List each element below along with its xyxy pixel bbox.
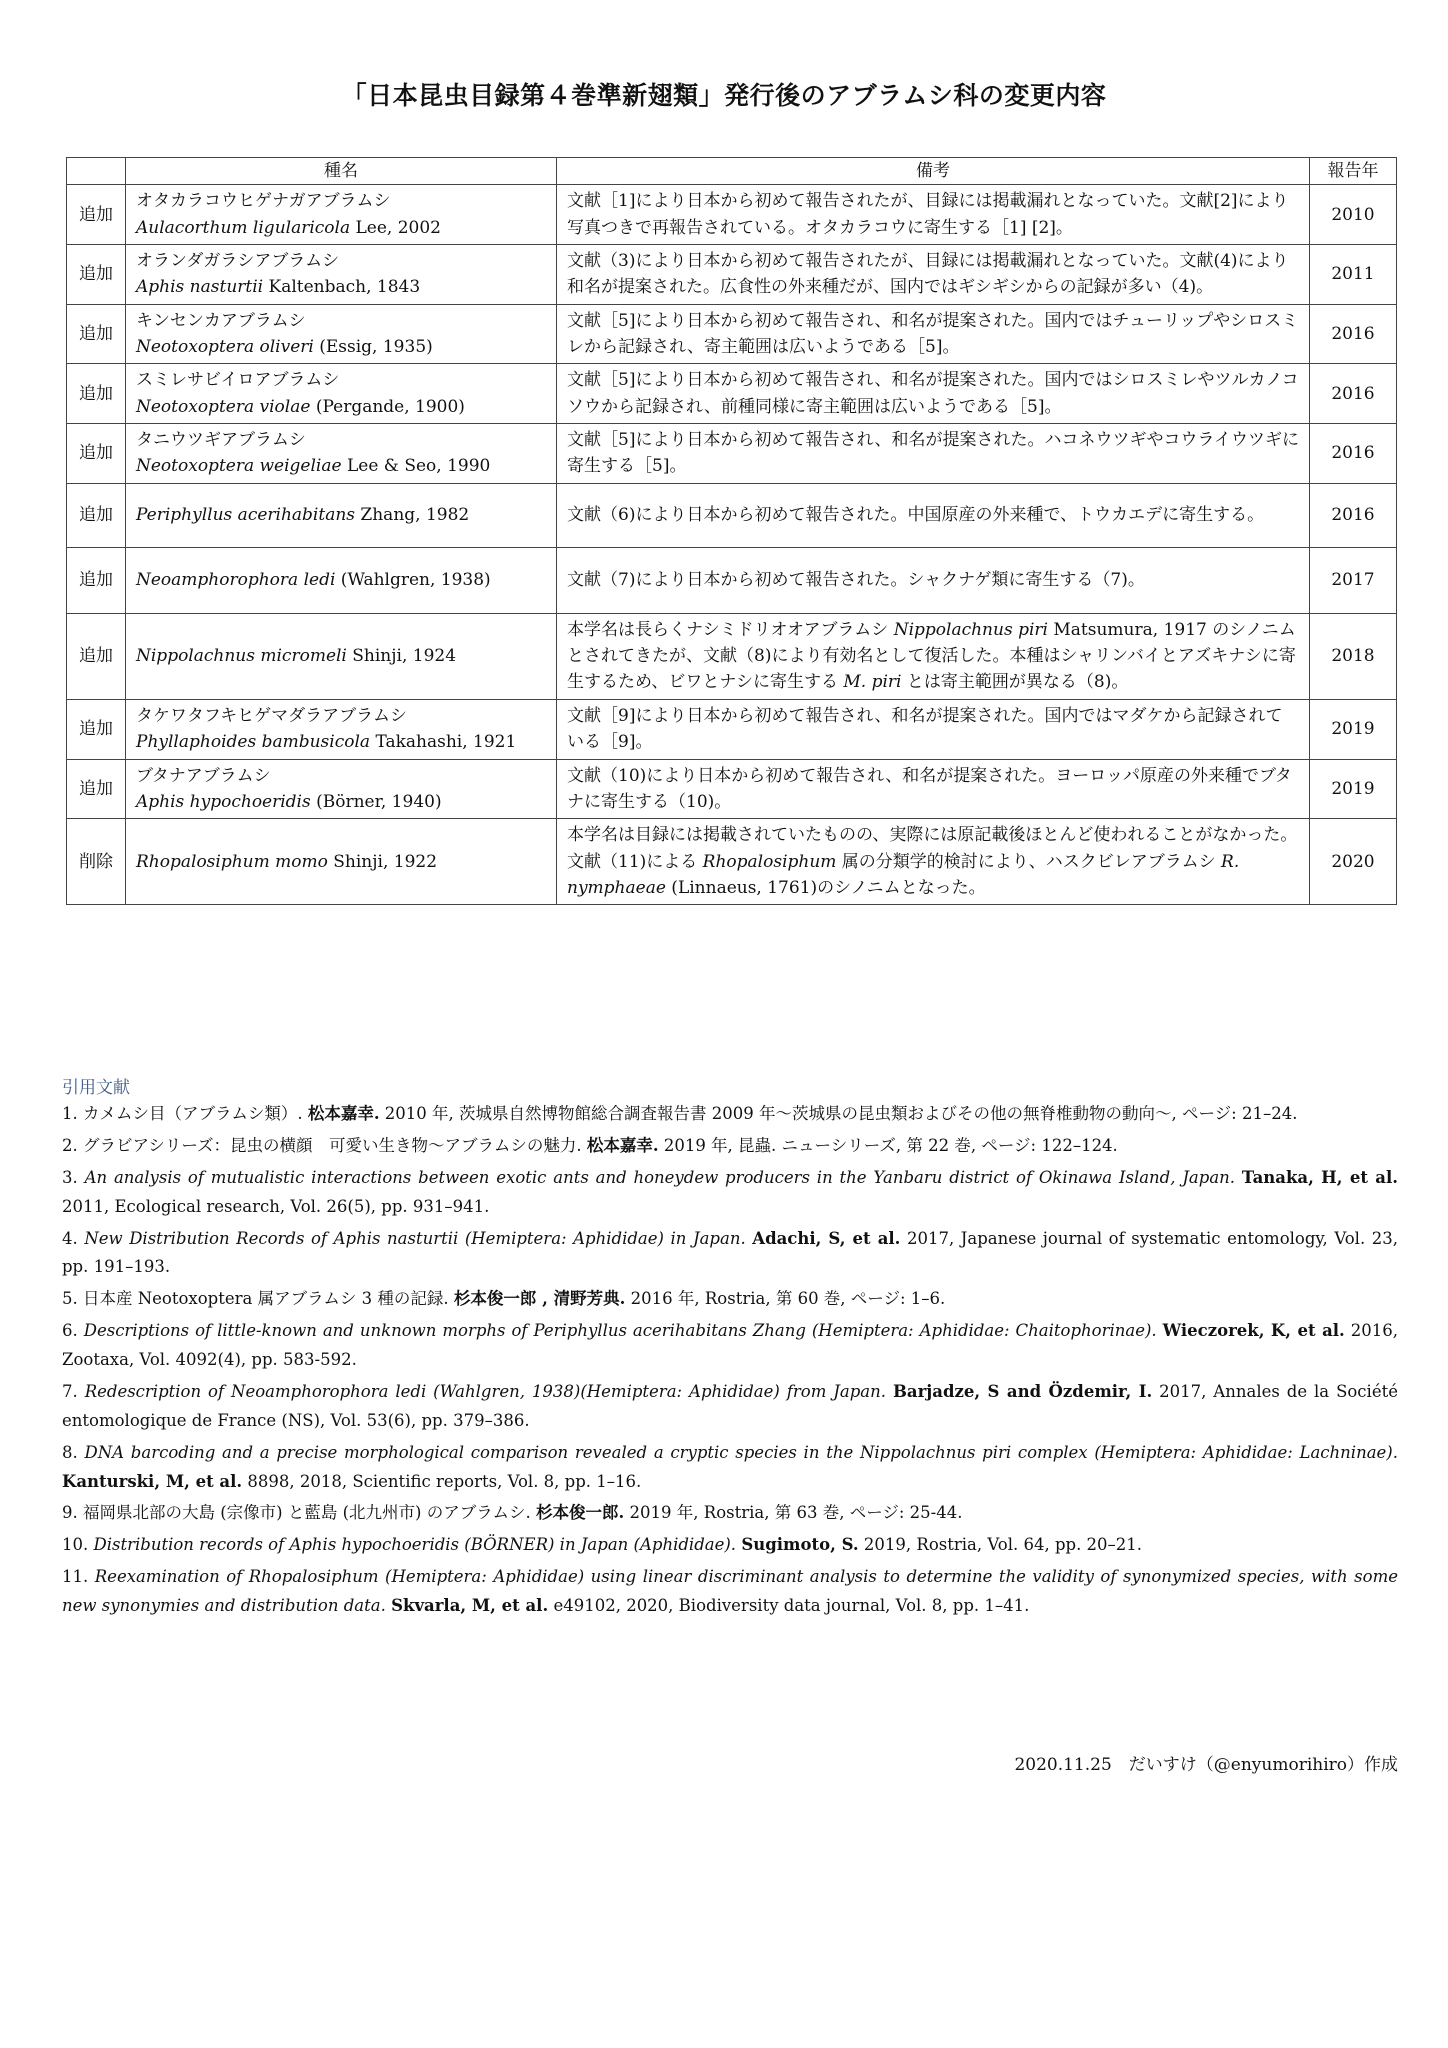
text-run: 4.: [62, 1228, 85, 1248]
italic-text: Aphis hypochoeridis: [136, 791, 311, 812]
year-cell: 2016: [1310, 304, 1397, 364]
text-run: Zhang, 1982: [355, 505, 470, 526]
italic-text: Nippolachnus micromeli: [136, 646, 347, 667]
bold-text: Barjadze, S and Özdemir, I.: [892, 1381, 1153, 1401]
header-species: 種名: [126, 158, 557, 185]
footer-credit: 2020.11.25 だいすけ（@enyumorihiro）作成: [1014, 1755, 1398, 1775]
action-cell: 削除: [67, 819, 126, 905]
text-run: 5. 日本産 Neotoxoptera 属アブラムシ 3 種の記録.: [62, 1289, 454, 1309]
italic-text: New Distribution Records of Aphis nasturtii (Hemiptera: Aphididae) in Japan.: [84, 1228, 746, 1248]
bold-text: Sugimoto, S.: [741, 1535, 859, 1555]
reference-item: [62, 1100, 1398, 1129]
text-run: ブタナアブラムシ: [136, 765, 271, 786]
text-run: 2011, Ecological research, Vol. 26(5), pp. 931–941.: [62, 1196, 490, 1216]
text-run: 1. カメムシ目（アブラムシ類）.: [62, 1104, 308, 1123]
note-cell: [557, 364, 1310, 424]
text-run: 2010 年, 茨城県自然博物館総合調査報告書 2009 年～茨城県の昆虫類およびその他の無脊椎動物の動向～, ページ: 21–24.: [379, 1104, 1298, 1123]
year-cell: 2019: [1310, 759, 1397, 819]
note-cell: [557, 424, 1310, 484]
species-cell: [126, 699, 557, 759]
text-run: オランダガラシアブラムシ: [136, 251, 340, 272]
year-cell: 2020: [1310, 819, 1397, 905]
text-run: [886, 1382, 893, 1401]
italic-text: Neotoxoptera weigeliae: [136, 456, 342, 477]
italic-text: Nippolachnus piri: [893, 619, 1048, 640]
italic-text: Redescription of Neoamphorophora ledi (Wahlgren, 1938)(Hemiptera: Aphididae) from Japan.: [84, 1381, 887, 1401]
text-run: 2017, Annales de la Société entomologique de France (NS), Vol. 53(6), pp. 379–386.: [62, 1381, 1398, 1430]
table-row: [67, 424, 1397, 484]
action-cell: 追加: [67, 304, 126, 364]
year-cell: 2010: [1310, 185, 1397, 245]
text-run: 文献［5]により日本から初めて報告され、和名が提案された。ハコネウツギやコウライウツギに寄生する［5]。: [567, 430, 1299, 477]
header-note: 備考: [557, 158, 1310, 185]
table-row: [67, 819, 1397, 905]
action-cell: 追加: [67, 759, 126, 819]
italic-text: R. nymphaeae: [567, 851, 1240, 898]
bold-text: Skvarla, M, et al.: [391, 1596, 549, 1615]
species-cell: [126, 613, 557, 699]
text-run: 文献［1]により日本から初めて報告されたが、目録には掲載漏れとなっていた。文献[2]により写真つきで再報告されている。オタカラコウに寄生する［1] [2]。: [567, 191, 1289, 238]
text-run: 本学名は目録には掲載されていたものの、実際には原記載後ほとんど使われることがなかった。文献（11)による: [567, 825, 1298, 872]
changes-table: [66, 157, 1397, 905]
text-run: 2016 年, Rostria, 第 60 巻, ページ: 1–6.: [625, 1289, 946, 1309]
bold-text: Adachi, S, et al.: [752, 1228, 901, 1248]
italic-text: Descriptions of little-known and unknown morphs of Periphyllus acerihabitans Zhang (Hemiptera: Aphididae: Chaitophorinae).: [83, 1321, 1157, 1341]
bold-text: 松本嘉幸.: [307, 1104, 380, 1123]
action-cell: 追加: [67, 364, 126, 424]
references-list: [62, 1100, 1398, 1624]
italic-text: Neoamphorophora ledi: [136, 570, 336, 591]
bold-text: 杉本俊一郎.: [536, 1503, 625, 1523]
text-run: (Börner, 1940): [310, 791, 442, 812]
note-cell: [557, 304, 1310, 364]
table-row: [67, 364, 1397, 424]
text-run: (Essig, 1935): [313, 337, 433, 358]
table-header-row: [67, 158, 1397, 185]
text-run: 2019 年, Rostria, 第 63 巻, ページ: 25-44.: [624, 1503, 963, 1523]
text-run: 3.: [62, 1167, 85, 1187]
action-cell: 追加: [67, 245, 126, 305]
year-cell: 2016: [1310, 424, 1397, 484]
note-cell: [557, 759, 1310, 819]
italic-text: Neotoxoptera oliveri: [136, 337, 314, 358]
text-run: 2016, Zootaxa, Vol. 4092(4), pp. 583-592.: [62, 1321, 1398, 1369]
table-body: [67, 185, 1397, 905]
action-cell: 追加: [67, 424, 126, 484]
action-cell: 追加: [67, 185, 126, 245]
species-cell: [126, 759, 557, 819]
references-heading: 引用文献: [62, 1078, 130, 1098]
italic-text: Rhopalosiphum momo: [136, 851, 328, 872]
text-run: (Wahlgren, 1938): [335, 570, 491, 591]
text-run: (Pergande, 1900): [310, 396, 465, 417]
text-run: オタカラコウヒゲナガアブラムシ: [136, 191, 391, 212]
text-run: 8898, 2018, Scientific reports, Vol. 8, pp. 1–16.: [242, 1471, 642, 1491]
text-run: 8.: [62, 1442, 85, 1462]
text-run: 属の分類学的検討により、ハスクビレアブラムシ: [836, 851, 1222, 872]
text-run: (Linnaeus, 1761)のシノニムとなった。: [665, 877, 986, 898]
reference-item: [62, 1132, 1398, 1161]
text-run: スミレサビイロアブラムシ: [136, 370, 340, 391]
text-run: 文献［5]により日本から初めて報告され、和名が提案された。国内ではシロスミレやツルカノコソウから記録され、前種同様に寄主範囲は広いようである［5]。: [567, 370, 1299, 417]
text-run: 文献（6)により日本から初めて報告された。中国原産の外来種で、トウカエデに寄生する。: [567, 505, 1265, 526]
table-row: [67, 613, 1397, 699]
text-run: 文献（10)により日本から初めて報告され、和名が提案された。ヨーロッパ原産の外来種でブタナに寄生する（10)。: [567, 765, 1292, 812]
italic-text: Aulacorthum ligularicola: [136, 217, 351, 238]
italic-text: Distribution records of Aphis hypochoeridis (BÖRNER) in Japan (Aphididae).: [93, 1535, 737, 1555]
text-run: Shinji, 1924: [346, 646, 457, 667]
year-cell: 2017: [1310, 547, 1397, 613]
italic-text: Periphyllus acerihabitans: [136, 505, 356, 526]
year-cell: 2011: [1310, 245, 1397, 305]
text-run: Takahashi, 1921: [370, 732, 517, 753]
text-run: タケワタフキヒゲマダラアブラムシ: [136, 705, 407, 726]
year-cell: 2016: [1310, 483, 1397, 547]
italic-text: Neotoxoptera violae: [136, 396, 311, 417]
year-cell: 2016: [1310, 364, 1397, 424]
text-run: 9. 福岡県北部の大島 (宗像市) と藍島 (北九州市) のアブラムシ.: [62, 1503, 537, 1523]
text-run: キンセンカアブラムシ: [136, 310, 306, 331]
text-run: 6.: [62, 1321, 84, 1341]
text-run: Lee, 2002: [350, 217, 441, 238]
text-run: 文献（7)により日本から初めて報告された。シャクナゲ類に寄生する（7)。: [567, 570, 1145, 591]
species-cell: [126, 304, 557, 364]
note-cell: [557, 245, 1310, 305]
species-cell: [126, 364, 557, 424]
note-cell: [557, 613, 1310, 699]
species-cell: [126, 245, 557, 305]
italic-text: Rhopalosiphum: [702, 851, 837, 872]
reference-item: [62, 1378, 1398, 1436]
reference-item: [62, 1317, 1398, 1375]
reference-item: [62, 1531, 1398, 1560]
text-run: とは寄主範囲が異なる（8)。: [901, 672, 1129, 693]
note-cell: [557, 547, 1310, 613]
note-cell: [557, 819, 1310, 905]
reference-item: [62, 1285, 1398, 1314]
text-run: 2019, Rostria, Vol. 64, pp. 20–21.: [858, 1535, 1143, 1555]
note-cell: [557, 185, 1310, 245]
page-title: 「日本昆虫目録第４巻準新翅類」発行後のアブラムシ科の変更内容: [341, 81, 1107, 110]
italic-text: Aphis nasturtii: [136, 277, 264, 298]
table-row: [67, 483, 1397, 547]
italic-text: An analysis of mutualistic interactions between exotic ants and honeydew producers in the Yanbaru district of Okinawa Island, Japan.: [84, 1167, 1236, 1187]
text-run: タニウツギアブラムシ: [136, 430, 306, 451]
text-run: 2. グラビアシリーズ：昆虫の横顔 可愛い生き物～アブラムシの魅力.: [62, 1135, 587, 1155]
text-run: Matsumura, 1917 のシノニムとされてきたが、文献（8)により有効名として復活した。本種はシャリンバイとアズキナシに寄生するため、ビワとナシに寄生する: [567, 619, 1296, 693]
text-run: 文献［5]により日本から初めて報告され、和名が提案された。国内ではチューリップやシロスミレから記録され、寄主範囲は広いようである［5]。: [567, 310, 1299, 358]
italic-text: Reexamination of Rhopalosiphum (Hemiptera: Aphididae) using linear discriminant analysis to determine the validity of synonymized species, with some new synonymies and distribution data.: [62, 1567, 1398, 1615]
text-run: Lee & Seo, 1990: [341, 456, 491, 477]
bold-text: Wieczorek, K, et al.: [1162, 1321, 1345, 1341]
reference-item: [62, 1439, 1398, 1497]
text-run: 文献［9]により日本から初めて報告され、和名が提案された。国内ではマダケから記録されている［9]。: [567, 705, 1283, 753]
text-run: Kaltenbach, 1843: [263, 277, 421, 298]
table-row: [67, 759, 1397, 819]
text-run: 7.: [62, 1381, 85, 1401]
text-run: 11.: [62, 1567, 95, 1587]
bold-text: 松本嘉幸.: [586, 1135, 659, 1155]
note-cell: [557, 483, 1310, 547]
bold-text: 杉本俊一郎 , 清野芳典.: [453, 1289, 626, 1309]
text-run: 2019 年, 昆蟲. ニューシリーズ, 第 22 巻, ページ: 122–124.: [658, 1135, 1118, 1155]
table-row: [67, 699, 1397, 759]
text-run: 本学名は長らくナシミドリオオアブラムシ: [567, 619, 894, 640]
table-row: [67, 547, 1397, 613]
text-run: Shinji, 1922: [327, 851, 438, 872]
action-cell: 追加: [67, 547, 126, 613]
bold-text: Kanturski, M, et al.: [62, 1471, 243, 1491]
species-cell: [126, 424, 557, 484]
reference-item: [62, 1225, 1398, 1283]
species-cell: [126, 185, 557, 245]
table-row: [67, 304, 1397, 364]
species-cell: [126, 547, 557, 613]
italic-text: Phyllaphoides bambusicola: [136, 732, 371, 753]
text-run: 10.: [62, 1535, 94, 1555]
text-run: e49102, 2020, Biodiversity data journal, Vol. 8, pp. 1–41.: [548, 1596, 1030, 1615]
reference-item: [62, 1499, 1398, 1528]
text-run: 文献（3)により日本から初めて報告されたが、目録には掲載漏れとなっていた。文献(4)により和名が提案された。広食性の外来種だが、国内ではギシギシからの記録が多い（4)。: [567, 251, 1289, 298]
header-year: 報告年: [1310, 158, 1397, 185]
text-run: 2017, Japanese journal of systematic entomology, Vol. 23, pp. 191–193.: [62, 1228, 1398, 1277]
species-cell: [126, 483, 557, 547]
table-row: [67, 185, 1397, 245]
action-cell: 追加: [67, 613, 126, 699]
reference-item: [62, 1563, 1398, 1621]
year-cell: 2018: [1310, 613, 1397, 699]
note-cell: [557, 699, 1310, 759]
action-cell: 追加: [67, 483, 126, 547]
year-cell: 2019: [1310, 699, 1397, 759]
text-run: [1235, 1168, 1242, 1187]
italic-text: M. piri: [843, 672, 902, 693]
bold-text: Tanaka, H, et al.: [1241, 1167, 1398, 1187]
header-action: [67, 158, 126, 185]
action-cell: 追加: [67, 699, 126, 759]
reference-item: [62, 1164, 1398, 1222]
table-row: [67, 245, 1397, 305]
italic-text: DNA barcoding and a precise morphological comparison revealed a cryptic species in the Nippolachnus piri complex (Hemiptera: Aphididae: Lachninae).: [84, 1442, 1398, 1462]
species-cell: [126, 819, 557, 905]
